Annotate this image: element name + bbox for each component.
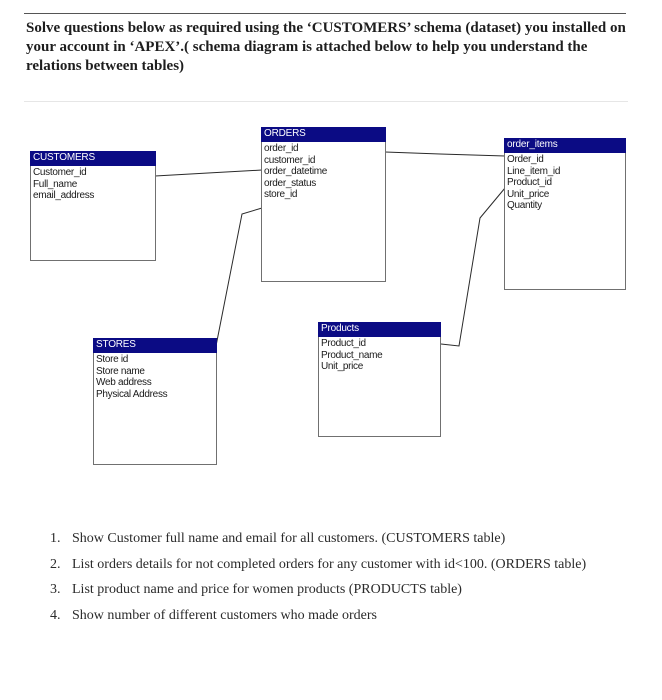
order-items-table-header: order_items [504,138,626,153]
order-items-table [504,138,626,290]
stores-field: Physical Address [96,388,168,400]
stores-field: Store id [96,354,129,365]
relationship-line-stores-orders [216,208,262,346]
customers-table-header: CUSTOMERS [30,151,156,166]
products-field-list [319,337,440,373]
orders-field: store_id [264,189,298,200]
question-item [50,552,610,578]
orders-field: order_id [264,143,299,154]
question-text: Show number of different customers who made orders [72,607,377,623]
products-table [318,322,441,437]
products-field: Product_id [321,338,366,349]
orders-table-header: ORDERS [261,127,386,142]
customers-field: Full_name [33,178,77,190]
stores-table-header: STORES [93,338,217,353]
orders-field-list [262,142,385,201]
customers-field: Customer_id [33,167,87,178]
question-number: 4. [50,607,61,623]
orders-field: order_status [264,177,316,189]
order-items-field: Order_id [507,154,544,165]
relationship-line-products-order-items [441,188,505,346]
question-number: 3. [50,582,61,597]
question-item [50,577,610,603]
stores-field-list [94,353,216,400]
question-list [50,526,610,628]
question-text: List orders details for not completed orders for any customer with id<100. (ORDERS table) [72,556,587,572]
relationship-line-customers-orders [155,170,262,176]
order-items-field: Line_item_id [507,165,561,177]
order-items-field: Unit_price [507,188,550,200]
order-items-field: Quantity [507,200,542,211]
orders-table [261,127,386,282]
question-text: List product name and price for women products (PRODUCTS table) [72,582,462,597]
question-number: 1. [50,531,61,546]
orders-field: customer_id [264,154,316,166]
stores-table [93,338,217,465]
stores-field: Web address [96,377,152,388]
relationship-line-orders-order-items [385,152,505,156]
products-table-header: Products [318,322,441,337]
customers-field-list [31,166,155,202]
stores-field: Store name [96,365,145,377]
question-number: 2. [50,556,61,572]
question-item [50,526,610,552]
order-items-field-list [505,153,625,212]
products-field: Product_name [321,349,383,361]
customers-table [30,151,156,261]
orders-field: order_datetime [264,166,328,177]
instructions-paragraph: Solve questions below as required using the ‘CUSTOMERS’ schema (dataset) you installed on your account in ‘APEX’.( schema diagram is attached below to help you understand the relations between tables) [26,20,626,74]
order-items-field: Product_id [507,177,552,188]
products-field: Unit_price [321,361,364,372]
customers-field: email_address [33,190,95,201]
question-item [50,603,610,629]
question-text: Show Customer full name and email for all customers. (CUSTOMERS table) [72,531,506,546]
